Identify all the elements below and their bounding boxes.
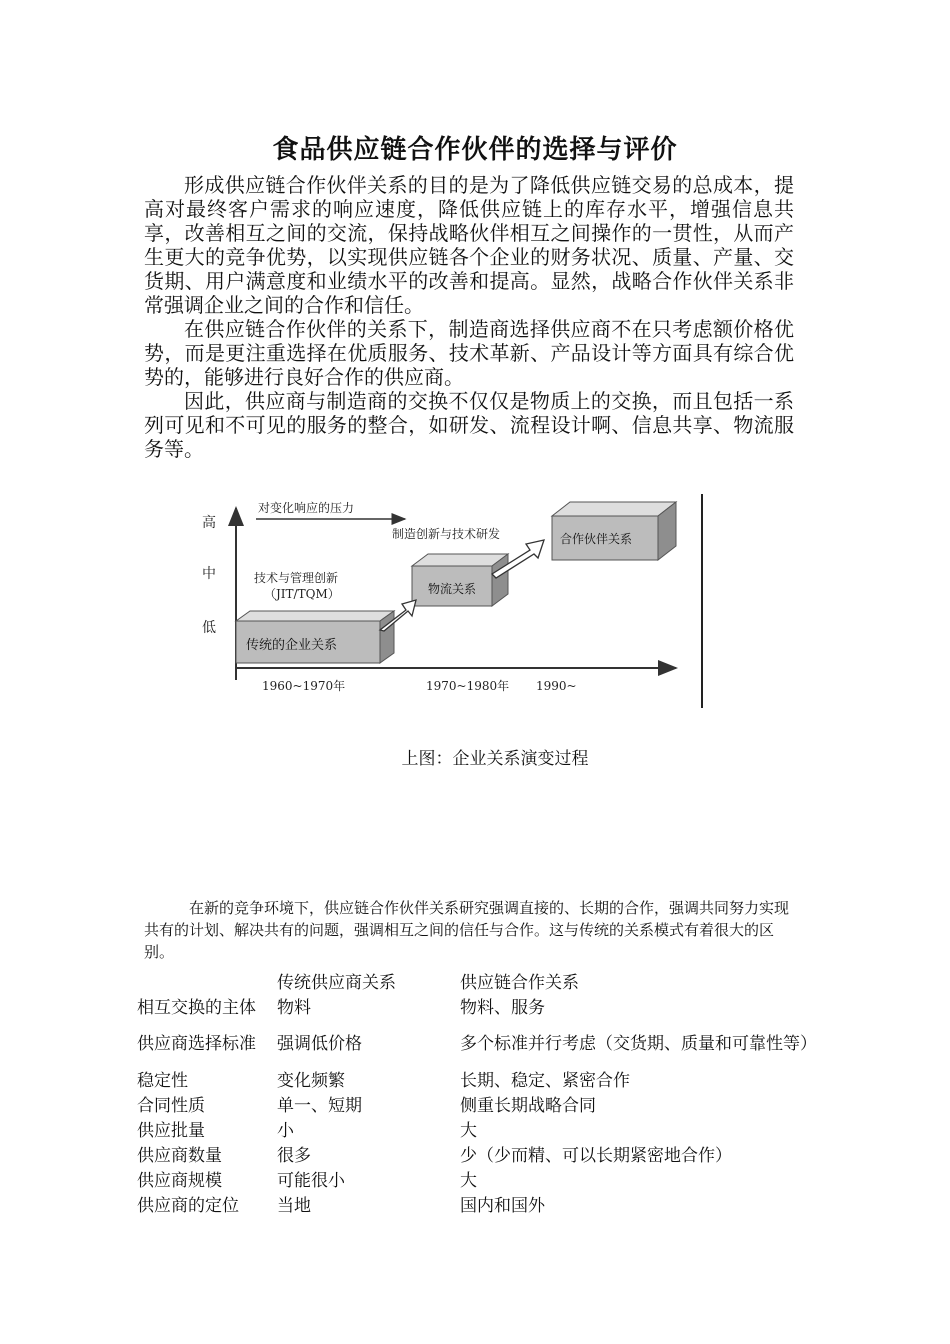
table-cell: 大: [460, 1120, 477, 1141]
paragraph-2: 在供应链合作伙伴的关系下，制造商选择供应商不在只考虑额价格优势，而是更注重选择在优质服务、技术革新、产品设计等方面具有综合优势的，能够进行良好合作的供应商。: [144, 317, 794, 389]
table-row: [137, 1118, 837, 1143]
table-cell: 强调低价格: [277, 1034, 362, 1054]
table-row: [137, 1193, 837, 1218]
table-row: [137, 995, 837, 1020]
body-text: [144, 173, 794, 461]
table-cell: 供应商规模: [137, 1170, 222, 1191]
table-row: [137, 1068, 837, 1093]
table-cell: 侧重长期战略合同: [460, 1095, 596, 1116]
table-cell: 很多: [277, 1145, 311, 1166]
tech-mgmt-label: 技术与管理创新: [254, 571, 339, 585]
intro-paragraph: [144, 897, 800, 963]
table-cell: 物料、服务: [460, 997, 545, 1018]
pressure-label: 对变化响应的压力: [258, 501, 355, 515]
jit-tqm-label: （JIT/TQM）: [264, 587, 340, 601]
table-cell: 变化频繁: [277, 1070, 345, 1091]
table-cell: 国内和国外: [460, 1195, 545, 1216]
table-cell: 物料: [277, 997, 311, 1018]
table-cell: 大: [460, 1170, 477, 1191]
table-header-cell: [137, 970, 277, 995]
innovation-rd-label: 制造创新与技术研发: [392, 527, 501, 541]
comparison-table: [137, 970, 837, 1218]
box1-label: 传统的企业关系: [246, 638, 338, 653]
paragraph-3: 因此，供应商与制造商的交换不仅仅是物质上的交换，而且包括一系列可见和不可见的服务的整合，如研发、流程设计啊、信息共享、物流服务等。: [144, 389, 794, 461]
period-2: 1970~1980年: [426, 679, 510, 693]
figure-caption: 上图：企业关系演变过程: [401, 749, 589, 769]
table-header-cell: 供应链合作关系: [460, 972, 579, 993]
table-cell: 供应商数量: [137, 1145, 222, 1166]
table-header-cell: 传统供应商关系: [277, 972, 396, 993]
table-cell: 少（少而精、可以长期紧密地合作）: [460, 1145, 732, 1166]
box3-top: [552, 502, 676, 516]
paragraph-1: 形成供应链合作伙伴关系的目的是为了降低供应链交易的总成本，提高对最终客户需求的响应速度，降低供应链上的库存水平，增强信息共享，改善相互之间的交流，保持战略伙伴相互之间操作的一贯性，从而产生更大的竞争优势，以实现供应链各个企业的财务状况、质量、产量、交货期、用户满意度和业绩水平的改善和提高。显然，战略合作伙伴关系非常强调企业之间的合作和信任。: [144, 173, 794, 317]
period-3: 1990~: [536, 679, 577, 693]
y-level-high: 高: [202, 515, 216, 531]
period-1: 1960~1970年: [262, 679, 346, 693]
table-cell: 供应商选择标准: [137, 1034, 256, 1054]
table-cell: 多个标准并行考虑（交货期、质量和可靠性等）: [460, 1034, 817, 1054]
intro-paragraph-text: 在新的竞争环境下，供应链合作伙伴关系研究强调直接的、长期的合作，强调共同努力实现共有的计划、解决共有的问题，强调相互之间的信任与合作。这与传统的关系模式有着很大的区别。: [144, 899, 790, 961]
table-cell: 供应批量: [137, 1120, 205, 1141]
table-cell: 当地: [277, 1195, 311, 1216]
figure-svg: [180, 490, 704, 712]
y-level-low: 低: [202, 620, 216, 636]
document-title: 食品供应链合作伙伴的选择与评价: [272, 135, 678, 165]
y-level-mid: 中: [202, 566, 216, 582]
table-cell: 可能很小: [277, 1170, 345, 1191]
box3-label: 合作伙伴关系: [560, 532, 633, 546]
table-cell: 单一、短期: [277, 1095, 362, 1116]
box2-label: 物流关系: [428, 582, 477, 596]
table-cell: 合同性质: [137, 1095, 205, 1116]
relationship-evolution-figure: [180, 490, 704, 712]
table-cell: 长期、稳定、紧密合作: [460, 1070, 630, 1091]
box1-top: [236, 611, 394, 621]
table-cell: 相互交换的主体: [137, 997, 256, 1018]
table-row: [137, 1143, 837, 1168]
table-cell: 稳定性: [137, 1070, 188, 1091]
table-cell: 小: [277, 1120, 294, 1141]
table-row: [137, 1093, 837, 1118]
table-row: [137, 1020, 837, 1068]
table-row: [137, 1168, 837, 1193]
table-cell: 供应商的定位: [137, 1195, 239, 1216]
table-header-row: [137, 970, 837, 995]
